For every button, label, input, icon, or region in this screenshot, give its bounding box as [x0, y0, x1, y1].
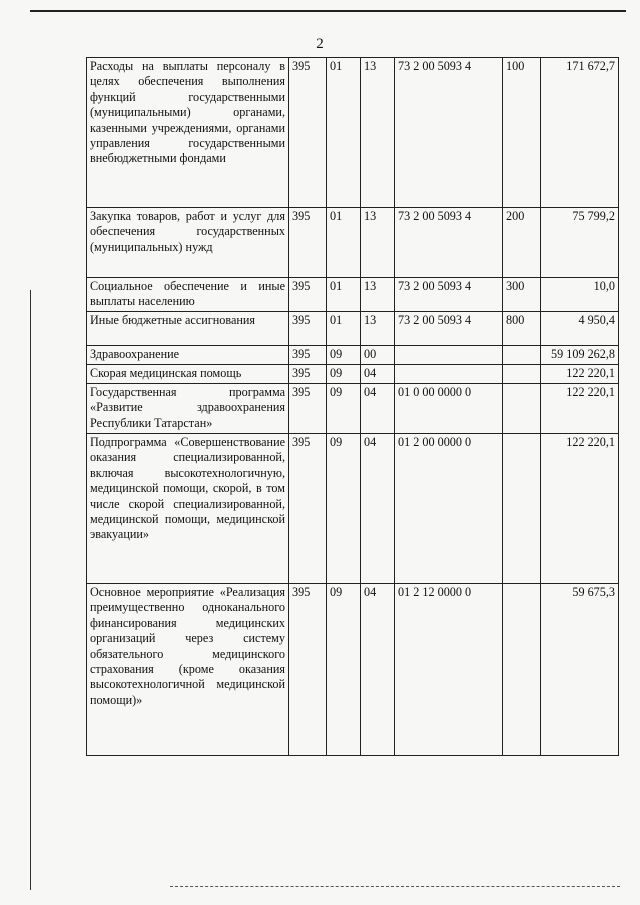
row-name: Подпрограмма «Совершенствование оказания специализированной, включая высокотехнологичную, медицинской помощи, скорой, в том числе скорой специализированной, медицинской помощи, медицинской эвакуации» [87, 434, 289, 584]
row-amount: 122 220,1 [541, 365, 619, 384]
row-subsection-code: 04 [361, 384, 395, 434]
row-section-code: 09 [327, 584, 361, 756]
row-section-code: 09 [327, 365, 361, 384]
row-amount: 4 950,4 [541, 312, 619, 346]
row-target-article: 01 2 00 0000 0 [395, 434, 503, 584]
page-number: 2 [316, 36, 324, 52]
row-amount: 59 675,3 [541, 584, 619, 756]
row-ministry-code: 395 [289, 584, 327, 756]
row-ministry-code: 395 [289, 208, 327, 278]
row-amount: 171 672,7 [541, 58, 619, 208]
table-row [87, 384, 619, 434]
row-subsection-code: 04 [361, 584, 395, 756]
row-expense-type [503, 384, 541, 434]
row-name: Скорая медицинская помощь [87, 365, 289, 384]
row-ministry-code: 395 [289, 365, 327, 384]
table-row [87, 434, 619, 584]
row-subsection-code: 13 [361, 58, 395, 208]
row-subsection-code: 13 [361, 312, 395, 346]
row-target-article [395, 346, 503, 365]
budget-table [86, 57, 619, 756]
scan-artifact-line [170, 886, 620, 887]
row-name: Основное мероприятие «Реализация преимущественно одноканального финансирования медицинских организаций через систему обязательного медицинского страхования (кроме оказания высокотехнологичной медицинской помощи)» [87, 584, 289, 756]
row-expense-type: 200 [503, 208, 541, 278]
row-ministry-code: 395 [289, 58, 327, 208]
row-section-code: 01 [327, 312, 361, 346]
row-subsection-code: 13 [361, 278, 395, 312]
row-expense-type [503, 365, 541, 384]
row-target-article [395, 365, 503, 384]
row-expense-type: 800 [503, 312, 541, 346]
row-target-article: 01 2 12 0000 0 [395, 584, 503, 756]
row-expense-type [503, 434, 541, 584]
row-name: Государственная программа «Развитие здравоохранения Республики Татарстан» [87, 384, 289, 434]
row-section-code: 01 [327, 58, 361, 208]
row-expense-type: 300 [503, 278, 541, 312]
row-ministry-code: 395 [289, 434, 327, 584]
row-section-code: 01 [327, 278, 361, 312]
row-ministry-code: 395 [289, 346, 327, 365]
row-target-article: 01 0 00 0000 0 [395, 384, 503, 434]
row-name: Расходы на выплаты персоналу в целях обеспечения выполнения функций государственными (муниципальными) органами, казенными учреждениями, органами управления государственными внебюджетными фондами [87, 58, 289, 208]
row-amount: 122 220,1 [541, 384, 619, 434]
row-target-article: 73 2 00 5093 4 [395, 58, 503, 208]
row-subsection-code: 13 [361, 208, 395, 278]
table-row [87, 278, 619, 312]
table-row [87, 365, 619, 384]
row-name: Социальное обеспечение и иные выплаты населению [87, 278, 289, 312]
row-section-code: 09 [327, 434, 361, 584]
row-name: Иные бюджетные ассигнования [87, 312, 289, 346]
table-row [87, 208, 619, 278]
row-name: Здравоохранение [87, 346, 289, 365]
row-name: Закупка товаров, работ и услуг для обеспечения государственных (муниципальных) нужд [87, 208, 289, 278]
row-section-code: 09 [327, 346, 361, 365]
table-row [87, 346, 619, 365]
row-section-code: 09 [327, 384, 361, 434]
row-target-article: 73 2 00 5093 4 [395, 312, 503, 346]
row-expense-type [503, 584, 541, 756]
row-ministry-code: 395 [289, 278, 327, 312]
table-row [87, 312, 619, 346]
row-amount: 59 109 262,8 [541, 346, 619, 365]
row-subsection-code: 04 [361, 365, 395, 384]
table-row [87, 58, 619, 208]
row-ministry-code: 395 [289, 312, 327, 346]
row-expense-type [503, 346, 541, 365]
row-amount: 122 220,1 [541, 434, 619, 584]
row-subsection-code: 04 [361, 434, 395, 584]
top-rule [30, 10, 626, 12]
row-amount: 10,0 [541, 278, 619, 312]
row-section-code: 01 [327, 208, 361, 278]
row-target-article: 73 2 00 5093 4 [395, 208, 503, 278]
table-row [87, 584, 619, 756]
row-ministry-code: 395 [289, 384, 327, 434]
left-margin-mark [30, 290, 31, 890]
row-subsection-code: 00 [361, 346, 395, 365]
row-amount: 75 799,2 [541, 208, 619, 278]
row-expense-type: 100 [503, 58, 541, 208]
row-target-article: 73 2 00 5093 4 [395, 278, 503, 312]
